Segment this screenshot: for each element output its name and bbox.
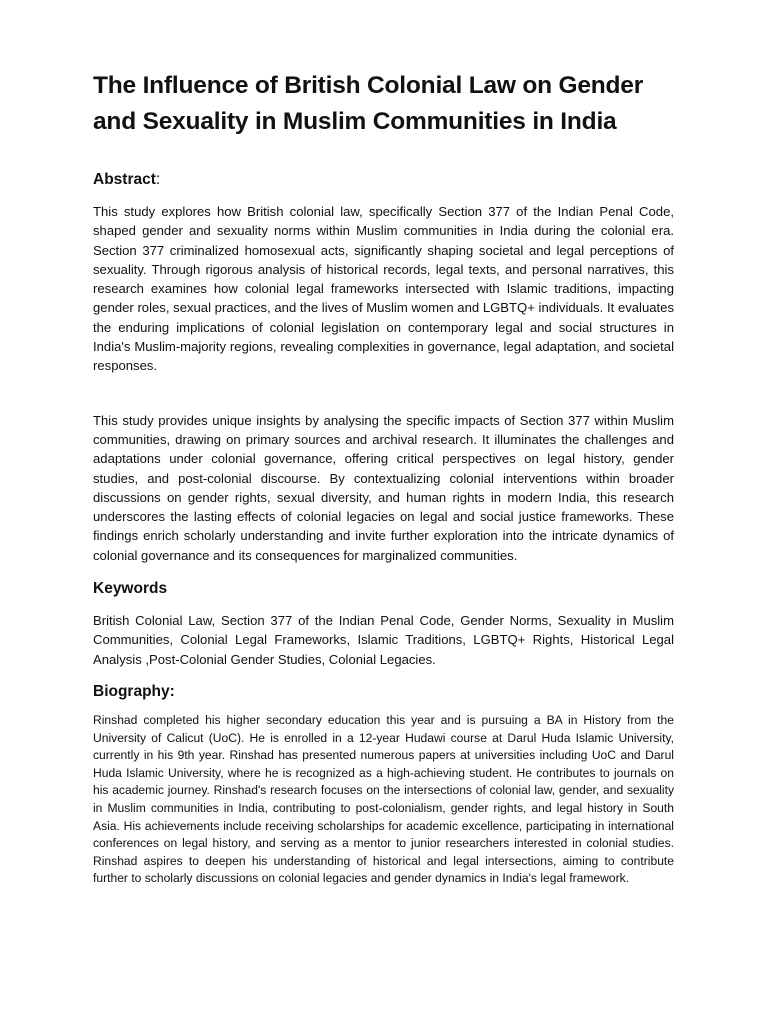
abstract-heading [93, 170, 674, 190]
document-title: The Influence of British Colonial Law on Gender and Sexuality in Muslim Communities in India [93, 72, 644, 135]
document-page [93, 68, 674, 888]
abstract-heading-label: Abstract [93, 171, 156, 188]
keywords-list: British Colonial Law, Section 377 of the Indian Penal Code, Gender Norms, Sexuality in Muslim Communities, Colonial Legal Frameworks, Islamic Traditions, LGBTQ+ Rights, Historical Legal Analysis ,Post-Colonial Gender Studies, Colonial Legacies. [93, 613, 674, 667]
biography-paragraph: Rinshad completed his higher secondary education this year and is pursuing a BA in History from the University of Calicut (UoC). He is enrolled in a 12-year Hudawi course at Darul Huda Islamic University, currently in his 9th year. Rinshad has presented numerous papers at universities including UoC and Darul Huda Islamic University, where he is recognized as a high-achieving student. He contributes to journals on his academic journey. Rinshad's research focuses on the intersections of colonial law, gender, and sexuality in Muslim communities in India, contributing to post-colonialism, gender rights, and legal history in South Asia. His achievements include receiving scholarships for academic excellence, participating in international conferences on legal history, and serving as a mentor to junior researchers interested in colonial studies. Rinshad aspires to deepen his understanding of historical and legal intersections, aiming to contribute further to scholarly discussions on colonial legacies and gender dynamics in India's legal framework. [93, 712, 674, 886]
abstract-heading-colon: : [155, 171, 161, 188]
abstract-paragraph-2: This study provides unique insights by analysing the specific impacts of Section 377 within Muslim communities, drawing on primary sources and archival research. It illuminates the challenges and adaptations under colonial governance, offering critical perspectives on legal history, gender studies, and post-colonial discourse. By contextualizing colonial interventions within broader discussions on gender rights, sexual diversity, and human rights in modern India, this research underscores the lasting effects of colonial legacies on legal and social justice frameworks. These findings enrich scholarly understanding and invite further exploration into the intricate dynamics of colonial governance and its consequences for marginalized communities. [93, 412, 674, 563]
biography-heading: Biography: [93, 682, 175, 700]
keywords-heading: Keywords [93, 580, 168, 598]
abstract-paragraph-1: This study explores how British colonial law, specifically Section 377 of the Indian Penal Code, shaped gender and sexuality norms within Muslim communities in India during the colonial era. Section 377 criminalized homosexual acts, significantly shaping societal and legal perceptions of sexuality. Through rigorous analysis of historical records, legal texts, and personal narratives, this research examines how colonial legal frameworks intersected with Islamic traditions, impacting gender roles, sexual practices, and the lives of Muslim women and LGBTQ+ individuals. It evaluates the enduring implications of colonial legislation on contemporary legal and social structures in India's Muslim-majority regions, revealing complexities in governance, legal adaptation, and societal responses. [93, 204, 674, 374]
